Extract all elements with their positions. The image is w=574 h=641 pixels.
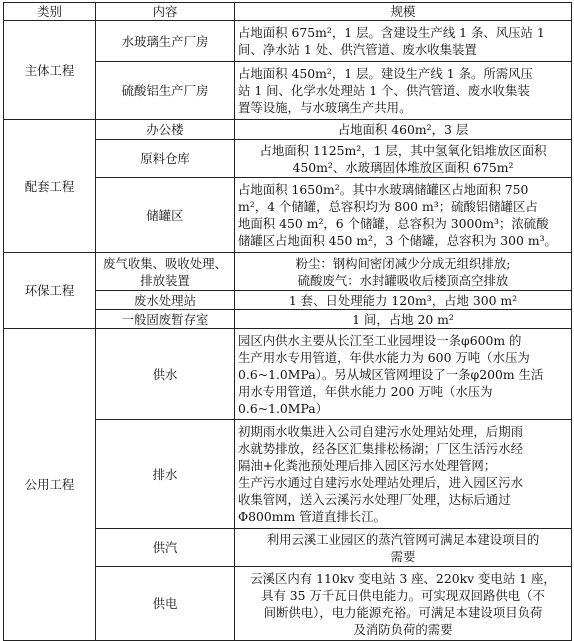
category-aux: 配套工程 xyxy=(4,120,96,253)
item-scale: 占地面积 1125m²，1 层，其中氢氧化铝堆放区面积 450m²、水玻璃固体堆放区面积 675m² xyxy=(235,140,572,178)
table-header-row xyxy=(4,3,572,21)
category-env: 环保工程 xyxy=(4,253,96,329)
item-name: 一般固废暂存室 xyxy=(96,310,235,329)
item-name: 排水 xyxy=(96,420,235,529)
item-scale: 利用云溪工业园区的蒸汽管网可满足本建设项目的 需要 xyxy=(235,529,572,567)
header-content: 内容 xyxy=(96,3,235,21)
item-name: 供水 xyxy=(96,329,235,420)
item-name: 硫酸铝生产厂房 xyxy=(96,62,235,120)
item-scale: 1 套、日处理能力 120m³，占地 300 m² xyxy=(235,291,572,310)
category-main: 主体工程 xyxy=(4,21,96,120)
item-name: 供电 xyxy=(96,567,235,641)
item-name: 水玻璃生产厂房 xyxy=(96,21,235,62)
category-util: 公用工程 xyxy=(4,329,96,641)
item-name: 废水处理站 xyxy=(96,291,235,310)
table-row xyxy=(4,21,572,62)
header-category: 类别 xyxy=(4,3,96,21)
item-name: 废气收集、吸收处理、 排放装置 xyxy=(96,253,235,291)
item-scale: 云溪区内有 110kv 变电站 3 座、220kv 变电站 1 座， 具有 35 万千瓦日供电能力。可实现双回路供电（不 间断供电），电力能源充裕。可满足本建设项目负荷 及消防负荷的需要 xyxy=(235,567,572,641)
item-scale: 占地面积 460m²，3 层 xyxy=(235,120,572,140)
item-scale: 1 间，占地 20 m² xyxy=(235,310,572,329)
table-row xyxy=(4,253,572,291)
item-scale: 占地面积 450m²，1 层。建设生产线 1 条。所需风压 站 1 间、化学水处理站 1 个、供汽管道、废水收集装 置等设施，与水玻璃生产共用。 xyxy=(235,62,572,120)
item-scale: 占地面积 1650m²。其中水玻璃储罐区占地面积 750 m²，4 个储罐，总容积均为 800 m³；硫酸铝储罐区占 地面积 450 m²，6 个储罐，总容积为 3000m³；浓硫酸 储罐区占地面积 450 m²，3 个储罐，总容积为 300 m³。 xyxy=(235,178,572,253)
project-composition-table xyxy=(3,2,572,641)
header-scale: 规模 xyxy=(235,3,572,21)
item-scale: 占地面积 675m²，1 层。含建设生产线 1 条、风压站 1 间、净水站 1 处、供汽管道、废水收集装置 xyxy=(235,21,572,62)
item-name: 储罐区 xyxy=(96,178,235,253)
item-name: 办公楼 xyxy=(96,120,235,140)
table-row xyxy=(4,120,572,140)
item-name: 原料仓库 xyxy=(96,140,235,178)
item-name: 供汽 xyxy=(96,529,235,567)
item-scale: 初期雨水收集进入公司自建污水处理站处理，后期雨 水就势排放，经各区汇集排松杨湖；厂区生活污水经 隔油+化粪池预处理后排入园区污水处理管网； 生产污水通过自建污水处理站处理后，进入园区污水 收集管网，送入云溪污水处理厂处理，达标后通过 Φ800mm 管道直排长江。 xyxy=(235,420,572,529)
item-scale: 粉尘：钢构间密闭减少分成无组织排放; 硫酸废气：水封罐吸收后楼顶高空排放 xyxy=(235,253,572,291)
item-scale: 园区内供水主要从长江至工业园埋设一条φ600m 的 生产用水专用管道，年供水能力为 600 万吨（水压为 0.6~1.0MPa）。另从城区管网埋设了一条φ200m 生活 用水专用管道，年供水能力 200 万吨（水压为 0.6~1.0MPa） xyxy=(235,329,572,420)
table-row xyxy=(4,329,572,420)
